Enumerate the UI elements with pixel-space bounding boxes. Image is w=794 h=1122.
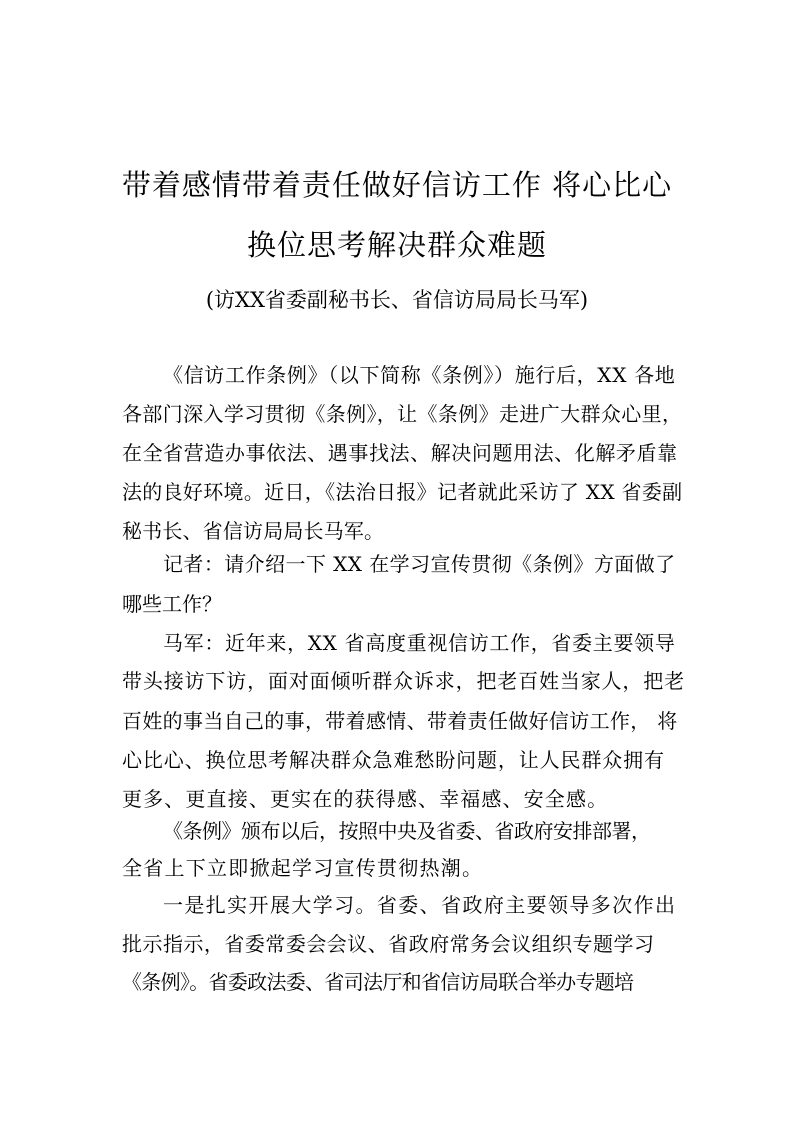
body-line: 在全省营造办事依法、遇事找法、解决问题用法、化解矛盾靠: [122, 441, 678, 465]
body-line: 全省上下立即掀起学习宣传贯彻热潮。: [122, 856, 484, 880]
document-subtitle: (访XX省委副秘书长、省信访局局长马军): [205, 288, 589, 312]
document-title-line-2: 换位思考解决群众难题: [246, 228, 547, 262]
body-line: 《条例》颁布以后，按照中央及省委、省政府安排部署，: [163, 819, 651, 843]
body-line: 马军：近年来，XX 省高度重视信访工作，省委主要领导: [163, 631, 676, 655]
body-line: 法的良好环境。近日，《法治日报》记者就此采访了 XX 省委副: [122, 480, 683, 504]
body-line: 《条例》。省委政法委、省司法厅和省信访局联合举办专题培: [122, 970, 634, 994]
body-line: 《信访工作条例》（以下简称《条例》）施行后，XX 各地: [163, 363, 676, 387]
body-line: 批示指示，省委常委会会议、省政府常务会议组织专题学习: [122, 932, 655, 956]
body-line: 更多、更直接、更实在的获得感、幸福感、安全感。: [122, 787, 609, 811]
body-line: 各部门深入学习贯彻《条例》，让《条例》走进广大群众心里，: [122, 402, 683, 426]
body-line: 百姓的事当自己的事，带着感情、带着责任做好信访工作， 将: [122, 709, 678, 733]
body-line: 一是扎实开展大学习。省委、省政府主要领导多次作出: [163, 893, 677, 917]
body-line: 秘书长、省信访局局长马军。: [122, 519, 385, 543]
body-line: 记者：请介绍一下 XX 在学习宣传贯彻《条例》方面做了: [163, 552, 676, 576]
body-line: 哪些工作？: [122, 592, 222, 616]
body-line: 带头接访下访，面对面倾听群众诉求，把老百姓当家人，把老: [122, 669, 685, 693]
document-title-line-1: 带着感情带着责任做好信访工作 将心比心: [121, 168, 673, 202]
body-line: 心比心、换位思考解决群众急难愁盼问题，让人民群众拥有: [122, 748, 665, 772]
